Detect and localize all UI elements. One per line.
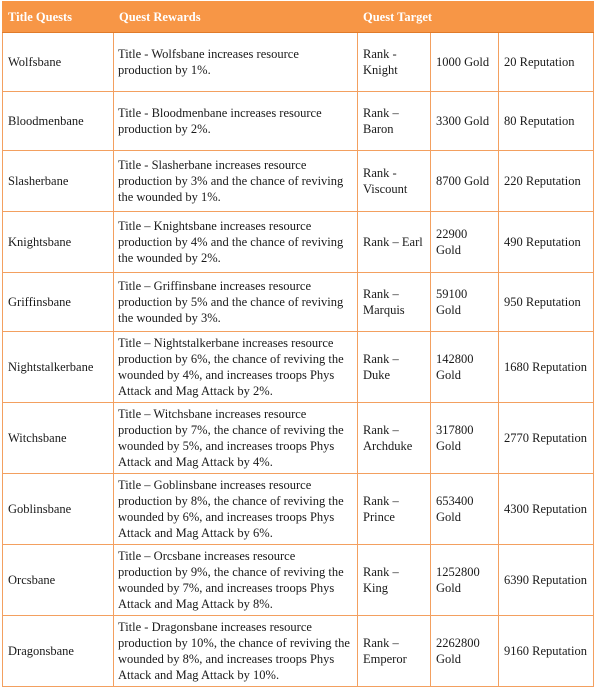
table-row [3,332,594,403]
target-reputation-cell: 950 Reputation [499,273,594,332]
table-row [3,273,594,332]
header-row [3,2,594,33]
quest-reward-cell: Title – Nightstalkerbane increases resource production by 6%, the chance of reviving the wounded by 4%, and increases troops Phys Attack and Mag Attack by 2%. [114,332,358,403]
target-reputation-cell: 20 Reputation [499,33,594,92]
quest-name-cell: Goblinsbane [3,474,114,545]
target-rank-cell: Rank – Earl [358,212,431,273]
quest-reward-cell: Title – Knightsbane increases resource production by 4% and the chance of reviving the wounded by 2%. [114,212,358,273]
quest-name-cell: Nightstalkerbane [3,332,114,403]
quest-reward-cell: Title – Witchsbane increases resource production by 7%, the chance of reviving the wounded by 5%, and increases troops Phys Attack and Mag Attack by 4%. [114,403,358,474]
target-gold-cell: 59100 Gold [431,273,499,332]
table-row [3,33,594,92]
target-gold-cell: 1000 Gold [431,33,499,92]
target-gold-cell: 653400 Gold [431,474,499,545]
header-title-quests: Title Quests [3,2,114,33]
target-rank-cell: Rank – King [358,545,431,616]
header-quest-rewards: Quest Rewards [114,2,358,33]
table-row [3,616,594,687]
table-row [3,151,594,212]
quest-name-cell: Griffinsbane [3,273,114,332]
quest-reward-cell: Title - Bloodmenbane increases resource production by 2%. [114,92,358,151]
quest-reward-cell: Title – Orcsbane increases resource production by 9%, the chance of reviving the wounded by 7%, and increases troops Phys Attack and Mag Attack by 8%. [114,545,358,616]
target-rank-cell: Rank – Emperor [358,616,431,687]
target-rank-cell: Rank - Viscount [358,151,431,212]
target-gold-cell: 142800 Gold [431,332,499,403]
table-row [3,92,594,151]
table-row [3,403,594,474]
target-rank-cell: Rank - Knight [358,33,431,92]
title-quests-table [2,1,594,687]
table-row [3,212,594,273]
target-gold-cell: 317800 Gold [431,403,499,474]
target-rank-cell: Rank – Duke [358,332,431,403]
target-gold-cell: 22900 Gold [431,212,499,273]
target-reputation-cell: 2770 Reputation [499,403,594,474]
quest-reward-cell: Title - Wolfsbane increases resource production by 1%. [114,33,358,92]
target-reputation-cell: 490 Reputation [499,212,594,273]
quest-name-cell: Witchsbane [3,403,114,474]
header-quest-target: Quest Target [358,2,594,33]
target-rank-cell: Rank – Marquis [358,273,431,332]
quest-name-cell: Bloodmenbane [3,92,114,151]
target-reputation-cell: 6390 Reputation [499,545,594,616]
table-row [3,474,594,545]
quest-name-cell: Knightsbane [3,212,114,273]
quest-name-cell: Orcsbane [3,545,114,616]
quest-reward-cell: Title – Griffinsbane increases resource production by 5% and the chance of reviving the wounded by 3%. [114,273,358,332]
target-gold-cell: 1252800 Gold [431,545,499,616]
quest-reward-cell: Title - Dragonsbane increases resource production by 10%, the chance of reviving the wounded by 8%, and increases troops Phys Attack and Mag Attack by 10%. [114,616,358,687]
target-rank-cell: Rank – Archduke [358,403,431,474]
target-reputation-cell: 9160 Reputation [499,616,594,687]
quest-reward-cell: Title - Slasherbane increases resource production by 3% and the chance of reviving the wounded by 1%. [114,151,358,212]
target-rank-cell: Rank – Prince [358,474,431,545]
quest-reward-cell: Title – Goblinsbane increases resource production by 8%, the chance of reviving the wounded by 6%, and increases troops Phys Attack and Mag Attack by 6%. [114,474,358,545]
quest-name-cell: Slasherbane [3,151,114,212]
target-gold-cell: 3300 Gold [431,92,499,151]
quest-name-cell: Wolfsbane [3,33,114,92]
target-reputation-cell: 4300 Reputation [499,474,594,545]
quest-name-cell: Dragonsbane [3,616,114,687]
quest-table-container [2,1,593,687]
target-reputation-cell: 80 Reputation [499,92,594,151]
target-gold-cell: 2262800 Gold [431,616,499,687]
table-row [3,545,594,616]
target-reputation-cell: 220 Reputation [499,151,594,212]
target-rank-cell: Rank – Baron [358,92,431,151]
target-reputation-cell: 1680 Reputation [499,332,594,403]
target-gold-cell: 8700 Gold [431,151,499,212]
